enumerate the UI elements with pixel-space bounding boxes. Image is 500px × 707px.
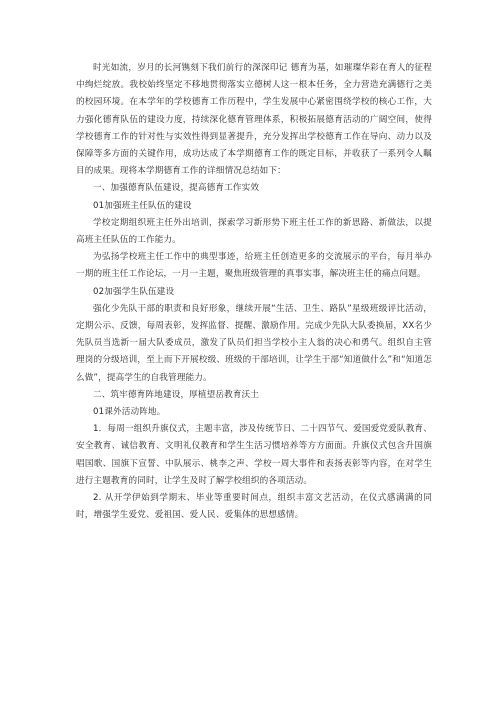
body-paragraph: 强化少先队干部的职责和良好形象，继续开展“生活、卫生、路队”星级班级评比活动，定期公示、反馈，每周表彰，发挥监督、提醒、激励作用。完成少先队大队委换届，XX名少先队员当选新一届大队委成员，激发了队员们担当学校小主人翁的决心和勇气。组织自主管理岗的分级培训，至上而下开展校级、班级的干部培训，让学生干部“知道做什么”和“知道怎么做”，提高学生的自我管理能力。	[76, 303, 432, 383]
subsection-heading-1-2: 02加强学生队伍建设	[93, 286, 175, 297]
intro-paragraph: 时光如流，岁月的长河镌刻下我们前行的深深印记 德育为基，如璀璨华彩在育人的征程中绚烂绽放。我校始终坚定不移地贯彻落实立德树人这一根本任务，全力营造充满德行之美的校园环境。在本学年的学校德育工作历程中，学生发展中心紧密围绕学校的核心工作，大力强化德育队伍的建设力度，持续深化德育管理体系，积极拓展德育活动的广阔空间，使得学校德育工作的针对性与实效性得到显著提升，充分发挥出学校德育工作在导向、动力以及保障等多方面的关键作用，成功达成了本学期德育工作的既定目标，并收获了一系列令人瞩目的成果。现将本学期德育工作的详细情况总结如下：	[76, 63, 432, 177]
body-paragraph: 学校定期组织班主任外出培训，探索学习新形势下班主任工作的新思路、新做法，以提高班主任队伍的工作能力。	[76, 217, 432, 246]
section-heading-2: 二、筑牢德育阵地建设，厚植望岳教育沃土	[93, 389, 260, 400]
body-paragraph: 为弘扬学校班主任工作中的典型事迹，给班主任创造更多的交流展示的平台，每月举办一期的班主任工作论坛，一月一主题，聚焦班级管理的真事实事，解决班主任的痛点问题。	[76, 252, 432, 280]
section-heading-1: 一、加强德育队伍建设，提高德育工作实效	[93, 183, 260, 194]
body-paragraph: 1．每周一组织升旗仪式，主题丰富，涉及传统节日、二十四节气、爱国爱党爱队教育、安全教育、诚信教育、文明礼仪教育和学生生活习惯培养等方方面面。升旗仪式包含升国旗唱国歌、国旗下宣誓、中队展示、桃李之声、学校一周大事件和表扬表彰等内容，在对学生进行主题教育的同时，让学生及时了解学校组织的各项活动。	[76, 424, 432, 486]
body-paragraph: 2. 从开学伊始到学期末、毕业等重要时间点，组织丰富文艺活动，在仪式感满满的同时，增强学生爱党、爱祖国、爱人民、爱集体的思想感情。	[76, 493, 432, 521]
subsection-heading-2-1: 01课外活动阵地。	[93, 407, 166, 418]
subsection-heading-1-1: 01加强班主任队伍的建设	[93, 200, 192, 211]
